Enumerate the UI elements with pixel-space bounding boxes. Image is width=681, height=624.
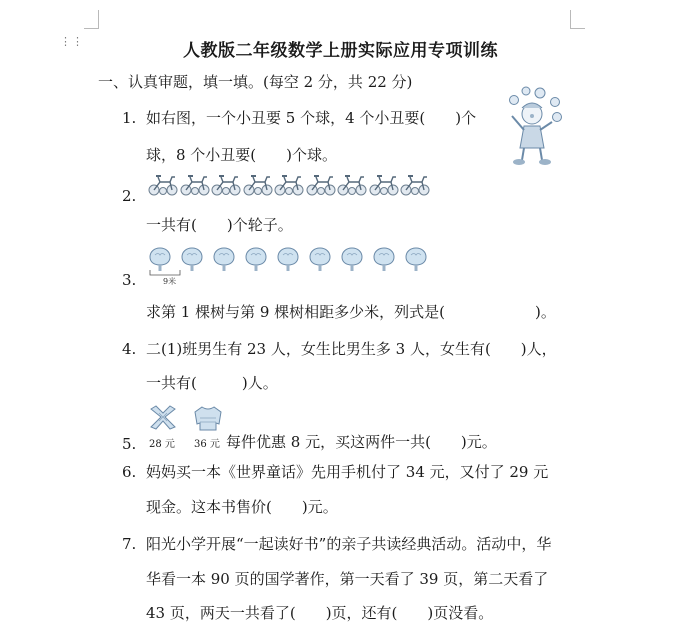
tricycle-icon xyxy=(243,172,273,200)
page-corner-top-right xyxy=(570,10,585,29)
tricycle-icon xyxy=(337,172,367,200)
tree-icon xyxy=(244,246,268,276)
sweater-price: 36 元 xyxy=(194,439,220,450)
question-1-line-2: 球，8 个小丑要( )个球。 xyxy=(146,146,338,164)
question-number: 3. xyxy=(122,271,137,289)
question-number: 4. xyxy=(122,340,137,358)
tricycle-icon xyxy=(148,172,178,200)
question-4-line-1: 二(1)班男生有 23 人，女生比男生多 3 人，女生有( )人， xyxy=(146,340,557,358)
sweater-icon xyxy=(193,404,223,432)
question-number: 7. xyxy=(122,535,137,553)
scarf-icon xyxy=(147,403,179,431)
question-7-line-1: 阳光小学开展“一起读好书”的亲子共读经典活动。活动中，华 xyxy=(146,535,552,553)
question-5-line-1: 每件优惠 8 元，买这两件一共( )元。 xyxy=(226,433,497,451)
question-3-line-1: 求第 1 棵树与第 9 棵树相距多少米，列式是( )。 xyxy=(146,303,556,321)
question-number: 6. xyxy=(122,463,137,481)
question-number: 5. xyxy=(122,435,137,453)
tree-icon xyxy=(372,246,396,276)
drag-handle-icon[interactable]: ⋮⋮ xyxy=(60,35,84,48)
page-corner-top-left xyxy=(84,10,99,29)
tree-icon xyxy=(212,246,236,276)
question-2-line-1: 一共有( )个轮子。 xyxy=(146,216,293,234)
question-6-line-2: 现金。这本书售价( )元。 xyxy=(146,498,338,516)
question-6-line-1: 妈妈买一本《世界童话》先用手机付了 34 元，又付了 29 元 xyxy=(146,463,549,481)
tricycle-icon xyxy=(211,172,241,200)
scarf-price: 28 元 xyxy=(149,439,175,450)
tricycle-icon xyxy=(306,172,336,200)
tricycle-icon xyxy=(400,172,430,200)
tree-icon xyxy=(276,246,300,276)
question-4-line-2: 一共有( )人。 xyxy=(146,374,278,392)
section-heading: 一、认真审题，填一填。(每空 2 分，共 22 分) xyxy=(98,73,413,91)
question-1-line-1: 如右图，一个小丑要 5 个球，4 个小丑要( )个 xyxy=(146,109,477,127)
tricycle-icon xyxy=(274,172,304,200)
question-number: 1. xyxy=(122,109,137,127)
juggling-clown-icon xyxy=(500,86,566,168)
question-7-line-2: 华看一本 90 页的国学著作，第一天看了 39 页，第二天看了 xyxy=(146,570,549,588)
tree-icon xyxy=(404,246,428,276)
tricycle-icon xyxy=(180,172,210,200)
question-7-line-3: 43 页，两天一共看了( )页，还有( )页没看。 xyxy=(146,604,494,622)
distance-label: 9米 xyxy=(163,277,177,286)
page-title: 人教版二年级数学上册实际应用专项训练 xyxy=(183,41,498,61)
tricycle-icon xyxy=(369,172,399,200)
tree-icon xyxy=(308,246,332,276)
question-number: 2. xyxy=(122,187,137,205)
tree-icon xyxy=(340,246,364,276)
